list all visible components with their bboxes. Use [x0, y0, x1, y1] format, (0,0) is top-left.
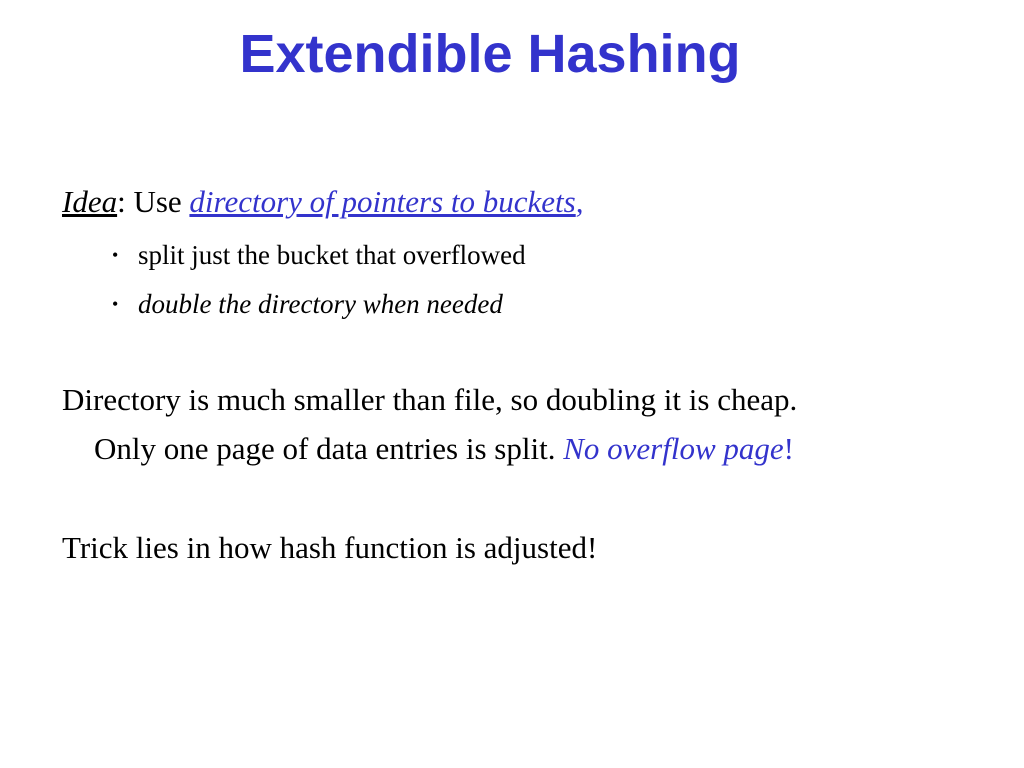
exclamation-mark: !: [783, 431, 794, 466]
paragraph-directory-line1: Directory is much smaller than file, so doubling it is cheap.: [62, 382, 798, 417]
idea-trailing: ,: [575, 184, 584, 219]
paragraph-directory-line2: [94, 429, 794, 469]
idea-highlight: directory of pointers to buckets: [189, 184, 576, 219]
bullet-dot-icon: •: [112, 244, 119, 265]
idea-colon-use: : Use: [117, 184, 190, 219]
idea-line: [62, 182, 583, 222]
paragraph-plain-text: Only one page of data entries is split.: [94, 431, 564, 466]
bullet-text: split just the bucket that overflowed: [138, 240, 526, 270]
no-overflow-highlight: No overflow page: [563, 431, 784, 466]
bullet-item: [112, 238, 526, 275]
paragraph-trick: Trick lies in how hash function is adjusted!: [62, 530, 598, 565]
bullet-text: double the directory when needed: [138, 289, 503, 319]
bullet-item: [112, 287, 503, 324]
idea-label: Idea: [62, 184, 118, 219]
slide-title: Extendible Hashing: [239, 24, 741, 84]
bullet-dot-icon: •: [112, 293, 119, 314]
